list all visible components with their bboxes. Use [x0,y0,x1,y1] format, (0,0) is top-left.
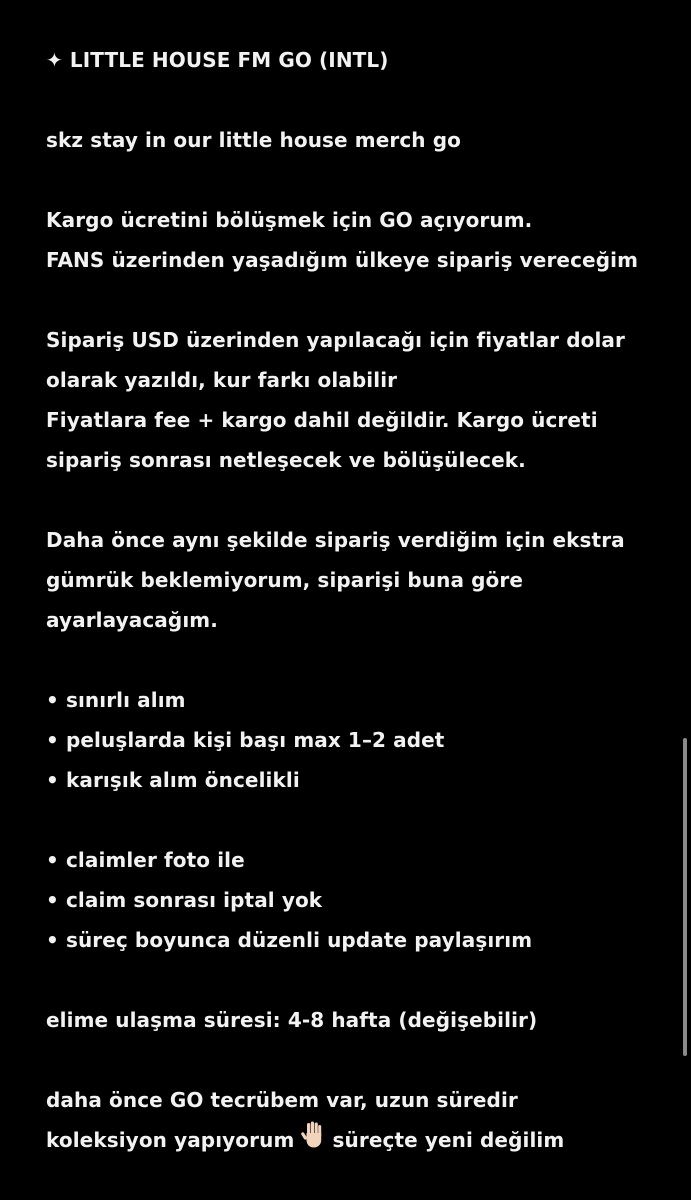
spacer [46,160,676,200]
rules-list [46,680,676,800]
list-item: • claim sonrası iptal yok [46,888,323,912]
note-content [46,40,676,1160]
raised-hand-icon [301,1121,325,1162]
customs-line: Daha önce aynı şekilde sipariş verdiğim için ekstra [46,528,625,552]
customs-line: gümrük beklemiyorum, siparişi buna göre [46,568,523,592]
pricing-line: Sipariş USD üzerinden yapılacağı için fiyatlar dolar [46,328,625,352]
list-item: • sınırlı alım [46,688,186,712]
spacer [46,480,676,520]
customs-line: ayarlayacağım. [46,608,218,632]
scroll-indicator[interactable] [683,738,687,1056]
experience-text-before: koleksiyon yapıyorum [46,1128,295,1152]
pricing-line: sipariş sonrası netleşecek ve bölüşülecek. [46,448,526,472]
pricing-line: olarak yazıldı, kur farkı olabilir [46,368,398,392]
spacer [46,640,676,680]
spacer [46,80,676,120]
spacer [46,280,676,320]
pricing-paragraph [46,320,676,480]
experience-line [46,1120,676,1160]
pricing-line: Fiyatlara fee + kargo dahil değildir. Kargo ücreti [46,408,598,432]
delivery-time: elime ulaşma süresi: 4-8 hafta (değişebilir) [46,1008,538,1032]
customs-paragraph [46,520,676,640]
experience-text-after: süreçte yeni değilim [332,1128,565,1152]
intro-line: Kargo ücretini bölüşmek için GO açıyorum. [46,208,533,232]
spacer [46,1040,676,1080]
claims-list [46,840,676,960]
list-item: • süreç boyunca düzenli update paylaşırım [46,928,533,952]
experience-line: daha önce GO tecrübem var, uzun süredir [46,1088,518,1112]
list-item: • karışık alım öncelikli [46,768,300,792]
spacer [46,800,676,840]
experience-paragraph [46,1080,676,1160]
note-subtitle: skz stay in our little house merch go [46,128,461,152]
spacer [46,960,676,1000]
list-item: • peluşlarda kişi başı max 1–2 adet [46,728,445,752]
list-item: • claimler foto ile [46,848,245,872]
intro-line: FANS üzerinden yaşadığım ülkeye sipariş vereceğim [46,248,639,272]
note-title: ✦ LITTLE HOUSE FM GO (INTL) [46,48,389,72]
intro-paragraph [46,200,676,280]
